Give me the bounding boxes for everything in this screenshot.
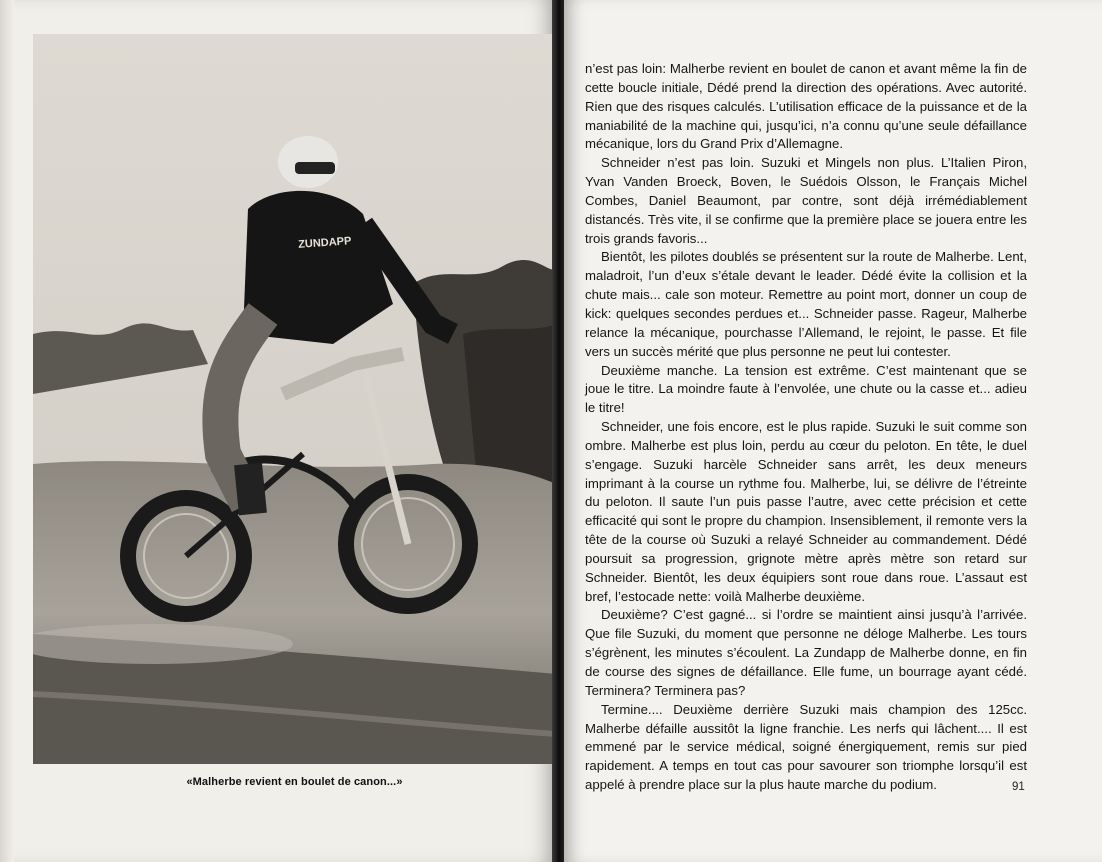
paragraph: Schneider n’est pas loin. Suzuki et Mingels non plus. L’Italien Piron, Yvan Vanden Broeck, Boven, le Suédois Olsson, le Français Michel Combes, Daniel Beaumont, par contre, sont déjà irrémédiablement distancés. Très vite, il se confirme que la première place se jouera entre les trois grands favoris... <box>585 155 1027 246</box>
paragraph: Deuxième manche. La tension est extrême. C’est maintenant que se joue le titre. La moindre faute à l’envolée, une chute ou la casse et... adieu le titre! <box>585 362 1027 416</box>
paragraph: Deuxième? C’est gagné... si l’ordre se maintient ainsi jusqu’à l’arrivée. Que file Suzuki, du moment que personne ne déloge Malherbe. Les tours s’égrènent, les minutes s’écoulent. La Zundapp de Malherbe donne, en fin de course des signes de défaillance. Elle fume, un bourrage ayant cédé. Terminera? Terminera pas? <box>585 607 1027 698</box>
motocross-photo <box>33 34 556 764</box>
body-text <box>585 60 1027 795</box>
page-number: 91 <box>1012 781 1025 793</box>
paragraph: Schneider, une fois encore, est le plus rapide. Suzuki le suit comme son ombre. Malherbe est plus loin, perdu au cœur du peloton. En tête, le duel s’engage. Suzuki harcèle Schneider sans arrêt, les deux meneurs imprimant à la course un rythme fou. Malherbe, lui, se délivre de l’étreinte du peloton. Il saute l’un puis passe l’autre, avec cette précision et cette efficacité qui sont le propre du champion. Insensiblement, il remonte vers la tête de la course où Suzuki a relayé Schneider au commandement. Dédé poursuit sa progression, grignote mètre après mètre son retard sur Schneider. Bientôt, les deux équipiers sont roue dans roue. L’assaut est bref, l’estocade nette: voilà Malherbe deuxième. <box>585 419 1027 604</box>
jersey-lettering: ZUNDAPP <box>297 235 352 251</box>
paragraph: n’est pas loin: Malherbe revient en boulet de canon et avant même la fin de cette boucle initiale, Dédé prend la direction des opérations. Avec autorité. Rien que des risques calculés. L’utilisation efficace de la puissance et de la maniabilité de la machine qui, jusqu’ici, n’a connu qu’une seule défaillance mécanique, lors du Grand Prix d’Allemagne. <box>585 61 1027 152</box>
paragraph: Bientôt, les pilotes doublés se présentent sur la route de Malherbe. Lent, maladroit, l’un d’eux s’étale devant le leader. Dédé évite la collision et la chute mais... cale son moteur. Remettre au point mort, donner un coup de kick: quelques secondes perdues et... Schneider passe. Rageur, Malherbe relance la mécanique, pourchasse l’Allemand, le rejoint, le passe. Et file vers un succès mérité que plus personne ne peut lui contester. <box>585 249 1027 359</box>
paragraph: Termine.... Deuxième derrière Suzuki mais champion des 125cc. Malherbe défaille aussitôt la ligne franchie. Les nerfs qui lâchent.... Il est emmené par le service médical, soigné énergiquement, remis sur pied rapidement. A temps en tout cas pour savourer son triomphe lorsqu’il est appelé à prendre place sur la plus haute marche du podium. <box>585 701 1027 793</box>
photo-caption: «Malherbe revient en boulet de canon...» <box>186 776 403 788</box>
page-edge <box>0 0 14 862</box>
photo-illustration <box>33 34 556 764</box>
